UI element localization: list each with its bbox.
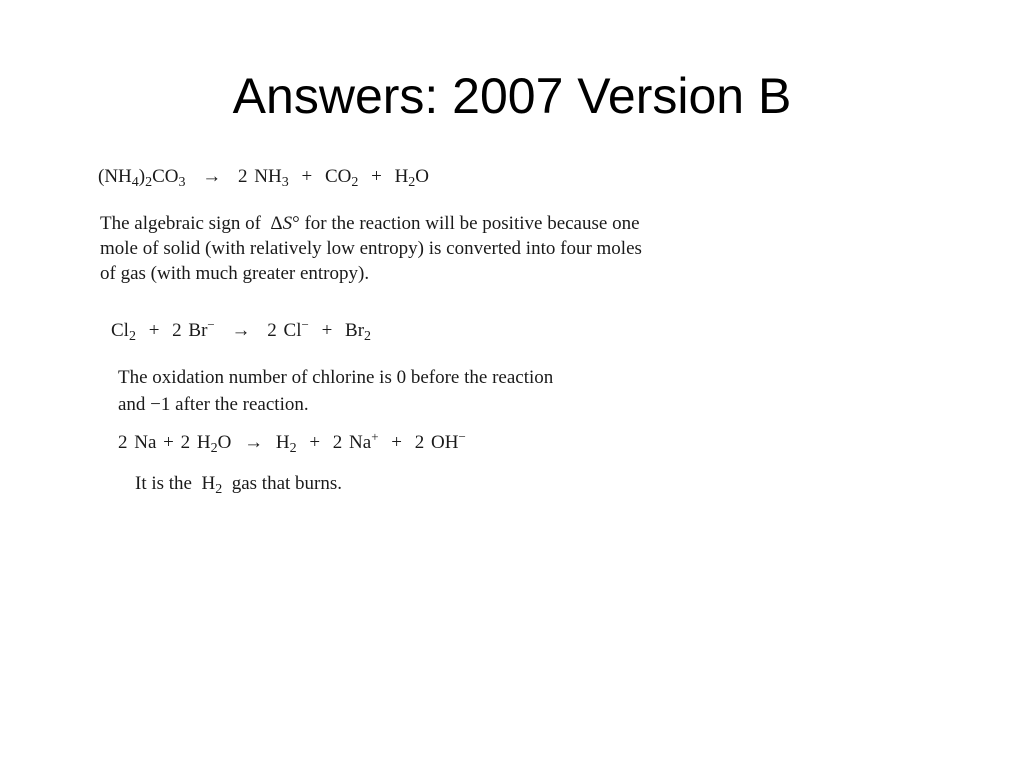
plus-sign: + (321, 320, 333, 341)
eq3-sup: + (371, 429, 379, 444)
delta-symbol: Δ (270, 213, 283, 234)
eq1-sub: 3 (281, 175, 289, 190)
eq3-term: 2 Na + 2 H (118, 432, 211, 453)
eq1-term: H (394, 166, 409, 187)
text-line (100, 211, 642, 236)
eq2-term: 2 Cl (267, 320, 302, 341)
entropy-symbol: S (282, 213, 293, 234)
plus-sign: + (301, 166, 313, 187)
eq1-term: 2 NH (238, 166, 282, 187)
text-line: of gas (with much greater entropy). (100, 263, 370, 284)
eq1-sub: 2 (408, 175, 416, 190)
equation-ammonium-carbonate (98, 166, 429, 188)
eq2-sup: − (301, 317, 309, 332)
eq3-term: H (275, 432, 290, 453)
reaction-arrow: → (202, 166, 222, 187)
hydrogen-subscript: 2 (215, 482, 223, 497)
eq1-term: (NH (98, 166, 132, 187)
eq1-term: CO (324, 166, 352, 187)
eq2-term: 2 Br (172, 320, 208, 341)
eq3-term: 2 Na (332, 432, 372, 453)
plus-sign: + (309, 432, 321, 453)
degree-symbol: ° (292, 213, 300, 234)
eq3-term: O (217, 432, 232, 453)
entropy-explanation (100, 211, 642, 286)
text-segment: It is the (135, 473, 192, 494)
plus-sign: + (148, 320, 160, 341)
plus-sign: + (371, 166, 382, 187)
eq1-term: O (415, 166, 430, 187)
hydrogen-symbol: H (201, 473, 216, 494)
eq2-sub: 2 (364, 329, 372, 344)
eq3-sub: 2 (289, 441, 297, 456)
slide-title: Answers: 2007 Version B (232, 68, 792, 124)
text-line: mole of solid (with relatively low entropy) is converted into four moles (100, 238, 642, 259)
eq3-sub: 2 (210, 441, 218, 456)
eq2-sup: − (207, 317, 215, 332)
eq2-sub: 2 (128, 329, 136, 344)
equation-sodium-water (118, 429, 466, 456)
hydrogen-burn-note (135, 473, 342, 495)
oxidation-explanation (118, 364, 553, 418)
eq1-term: CO (152, 166, 179, 187)
eq1-sub: 2 (351, 175, 359, 190)
eq1-sub: 4 (131, 175, 139, 190)
text-segment: for the reaction will be positive because one (304, 213, 640, 234)
text-segment: The algebraic sign of (100, 213, 261, 234)
eq1-sub: 3 (178, 175, 186, 190)
eq2-term: Cl (111, 320, 129, 341)
eq3-term: 2 OH (414, 432, 459, 453)
eq1-term: ) (138, 166, 146, 187)
text-line: The oxidation number of chlorine is 0 before the reaction (118, 367, 554, 388)
reaction-arrow: → (244, 432, 264, 453)
equation-chlorine-bromide (111, 317, 372, 344)
text-line: and −1 after the reaction. (118, 394, 309, 415)
text-segment: gas that burns. (231, 473, 343, 494)
eq3-sup: − (458, 429, 466, 444)
reaction-arrow: → (231, 320, 251, 341)
plus-sign: + (391, 432, 402, 453)
eq2-term: Br (345, 320, 365, 341)
eq1-sub: 2 (145, 175, 153, 190)
